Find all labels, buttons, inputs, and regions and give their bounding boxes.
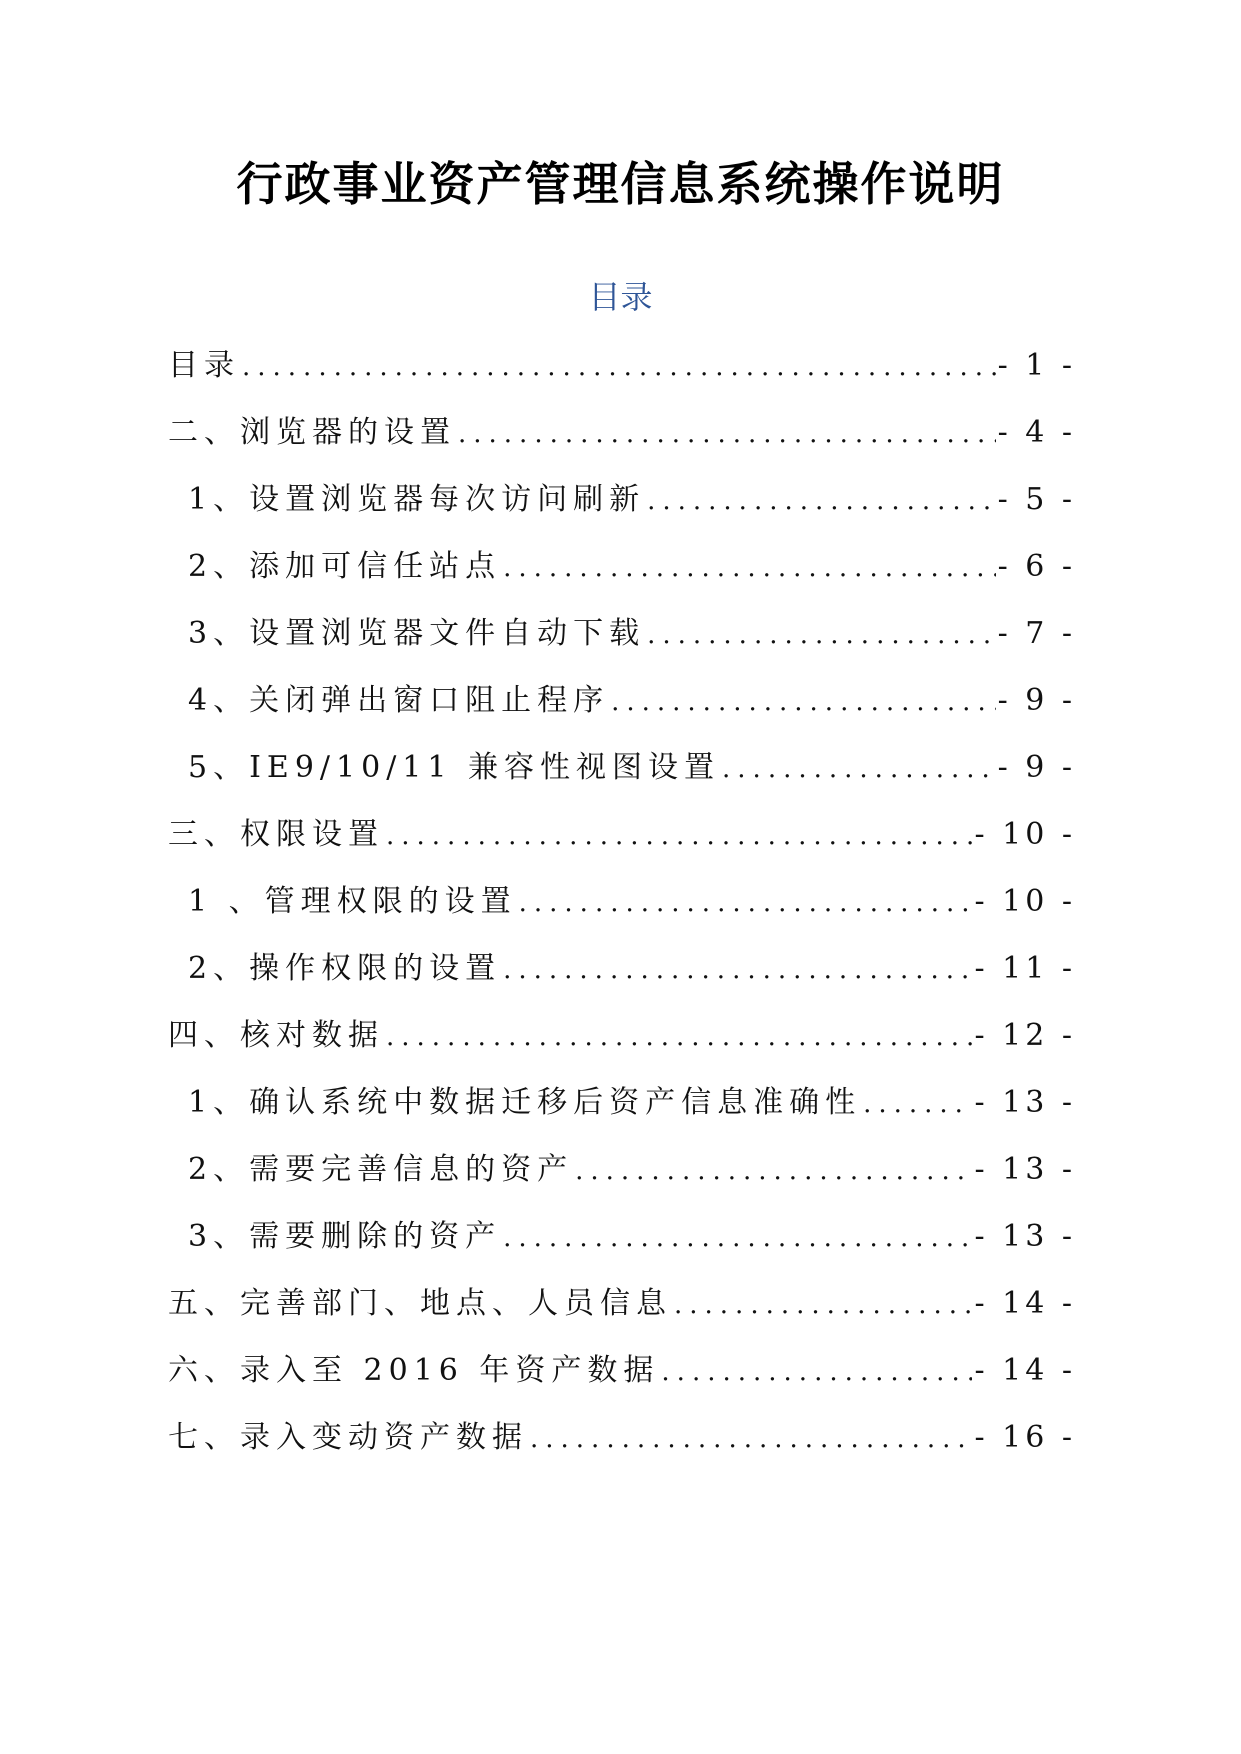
toc-entry[interactable] <box>188 1077 1076 1120</box>
toc-entry-page: - 6 - <box>997 549 1076 584</box>
toc-entry[interactable] <box>188 742 1076 785</box>
toc-entry-label: 2、添加可信任站点 <box>188 549 502 584</box>
toc-dot-leader <box>575 1156 972 1186</box>
toc-entry-page: - 14 - <box>974 1286 1076 1321</box>
toc-entry-page: - 16 - <box>974 1420 1076 1455</box>
toc-entry-label: 目录 <box>168 348 240 383</box>
toc-dot-leader <box>863 1089 972 1119</box>
toc-entry-page: - 10 - <box>974 817 1076 852</box>
toc-entry-label: 二、浏览器的设置 <box>168 415 456 450</box>
toc-entry-page: - 13 - <box>974 1219 1076 1254</box>
toc-dot-leader <box>386 821 972 851</box>
toc-dot-leader <box>647 486 995 516</box>
toc-dot-leader <box>647 620 995 650</box>
toc-entry-label: 3、设置浏览器文件自动下载 <box>188 616 646 651</box>
toc-entry-page: - 1 - <box>997 348 1076 383</box>
toc-entry[interactable] <box>168 1412 1076 1455</box>
toc-entry[interactable] <box>188 541 1076 584</box>
toc-dot-leader <box>503 1223 972 1253</box>
toc-entry[interactable] <box>188 1144 1076 1187</box>
toc-dot-leader <box>661 1357 972 1387</box>
toc-entry-label: 2、操作权限的设置 <box>188 951 502 986</box>
toc-dot-leader <box>242 352 996 382</box>
toc-entry[interactable] <box>188 675 1076 718</box>
toc-entry-label: 2、需要完善信息的资产 <box>188 1152 574 1187</box>
toc-entry-page: - 7 - <box>997 616 1076 651</box>
toc-entry-label: 1、确认系统中数据迁移后资产信息准确性 <box>188 1085 862 1120</box>
toc-entry-page: - 10 - <box>974 884 1076 919</box>
toc-entry[interactable] <box>188 474 1076 517</box>
toc-entry[interactable] <box>188 876 1076 919</box>
toc-dot-leader <box>674 1290 972 1320</box>
toc-entry-page: - 13 - <box>974 1085 1076 1120</box>
document-title: 行政事业资产管理信息系统操作说明 <box>236 157 1005 211</box>
toc-entry-label: 5、IE9/10/11 兼容性视图设置 <box>188 750 721 785</box>
toc-entry-page: - 9 - <box>997 683 1076 718</box>
toc-entry[interactable] <box>168 809 1076 852</box>
toc-entry-label: 4、关闭弹出窗口阻止程序 <box>188 683 610 718</box>
toc-entry-page: - 11 - <box>974 951 1076 986</box>
toc-entry-label: 四、核对数据 <box>168 1018 384 1053</box>
toc-entry[interactable] <box>168 1345 1076 1388</box>
toc-heading: 目录 <box>588 278 653 316</box>
toc-entry[interactable] <box>188 608 1076 651</box>
toc-dot-leader <box>530 1424 972 1454</box>
toc-dot-leader <box>386 1022 972 1052</box>
toc-entry-label: 五、完善部门、地点、人员信息 <box>168 1286 672 1321</box>
toc-entry-label: 六、录入至 2016 年资产数据 <box>168 1353 660 1388</box>
toc-dot-leader <box>503 955 972 985</box>
toc-entry[interactable] <box>168 407 1076 450</box>
toc-entry[interactable] <box>168 1010 1076 1053</box>
toc-entry-page: - 13 - <box>974 1152 1076 1187</box>
toc-dot-leader <box>611 687 995 717</box>
toc-entry-label: 3、需要删除的资产 <box>188 1219 502 1254</box>
toc-entry-page: - 5 - <box>997 482 1076 517</box>
toc-entry[interactable] <box>188 1211 1076 1254</box>
toc-dot-leader <box>503 553 995 583</box>
toc-entry[interactable] <box>168 1278 1076 1321</box>
toc-entry-page: - 4 - <box>997 415 1076 450</box>
toc-entry-page: - 14 - <box>974 1353 1076 1388</box>
toc-dot-leader <box>519 888 973 918</box>
toc-entry-page: - 9 - <box>997 750 1076 785</box>
toc-dot-leader <box>458 419 996 449</box>
toc-entry[interactable] <box>168 340 1076 383</box>
toc-entry-label: 1、设置浏览器每次访问刷新 <box>188 482 646 517</box>
toc-entry-label: 七、录入变动资产数据 <box>168 1420 528 1455</box>
toc-entry[interactable] <box>188 943 1076 986</box>
toc-dot-leader <box>722 754 996 784</box>
toc-entry-label: 三、权限设置 <box>168 817 384 852</box>
toc-entry-label: 1 、管理权限的设置 <box>188 884 517 919</box>
toc-entry-page: - 12 - <box>974 1018 1076 1053</box>
